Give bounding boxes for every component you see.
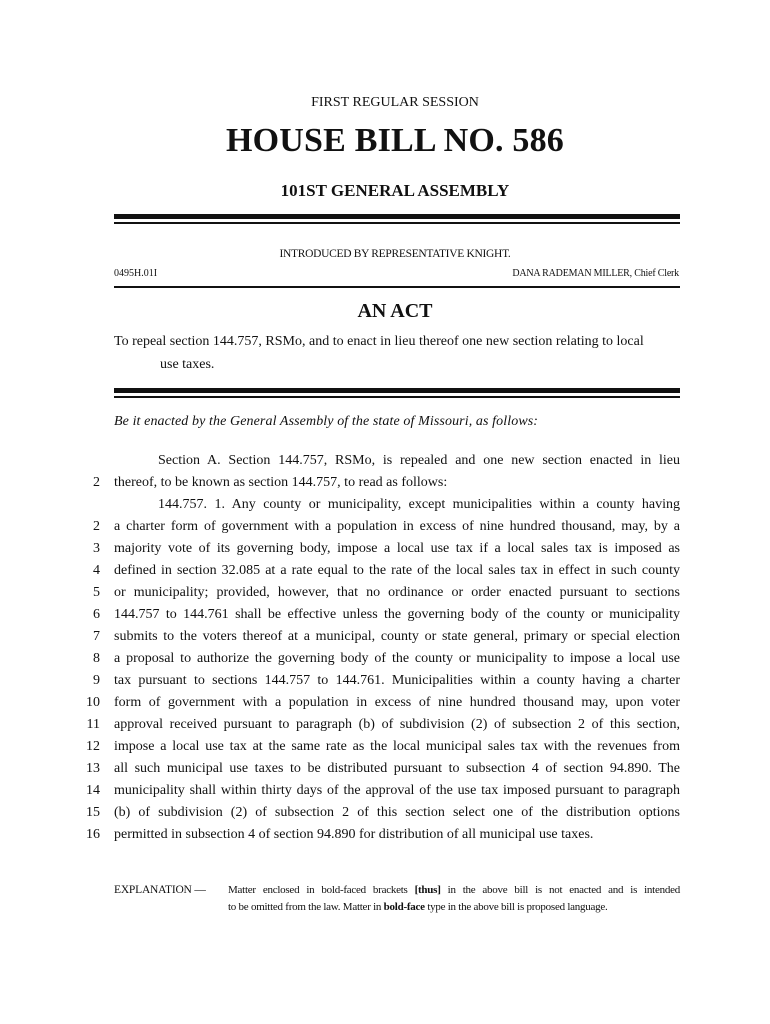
- section-line: approval received pursuant to paragraph (b) of subdivision (2) of subsection 2 of this section,: [114, 717, 680, 732]
- section-a-line: Section A. Section 144.757, RSMo, is repealed and one new section enacted in lieu: [158, 453, 680, 468]
- explanation-text: to be omitted from the law. Matter in: [228, 901, 384, 913]
- header-rule-thin: [114, 222, 680, 224]
- section-line: tax pursuant to sections 144.757 to 144.761. Municipalities within a county having a charter: [114, 673, 680, 688]
- explanation-bold-example: bold-face: [383, 901, 425, 913]
- section-line: a proposal to authorize the governing body of the county or municipality to impose a local use: [114, 651, 680, 666]
- line-number: 3: [93, 541, 100, 556]
- line-number: 9: [93, 673, 100, 688]
- explanation-label: EXPLANATION —: [114, 884, 206, 896]
- line-number: 2: [93, 475, 100, 490]
- explanation-line-1: [228, 884, 680, 896]
- line-number: 5: [93, 585, 100, 600]
- explanation-line-2: [228, 901, 680, 913]
- section-line: (b) of subdivision (2) of subsection 2 of this section select one of the distribution options: [114, 805, 680, 820]
- section-line: 144.757 to 144.761 shall be effective unless the governing body of the county or municipality: [114, 607, 680, 622]
- explanation-text: Matter enclosed in bold-faced brackets: [228, 884, 415, 896]
- line-number: 15: [86, 805, 100, 820]
- act-heading: AN ACT: [357, 300, 433, 322]
- explanation-bracket-example: [thus]: [414, 884, 441, 896]
- section-line: form of government with a population in excess of nine hundred thousand may, upon voter: [114, 695, 680, 710]
- act-title-line-2: use taxes.: [160, 357, 215, 372]
- section-line: permitted in subsection 4 of section 94.890 for distribution of all municipal use taxes.: [114, 827, 594, 842]
- line-number: 13: [86, 761, 100, 776]
- section-line: or municipality; provided, however, that no ordinance or order enacted pursuant to sections: [114, 585, 680, 600]
- section-line: a charter form of government with a population in excess of nine hundred thousand, may, by a: [114, 519, 680, 534]
- line-number: 10: [86, 695, 100, 710]
- line-number: 4: [93, 563, 100, 578]
- line-number: 14: [86, 783, 100, 798]
- line-number: 7: [93, 629, 100, 644]
- section-a-line: thereof, to be known as section 144.757, to read as follows:: [114, 475, 448, 490]
- section-line: submits to the voters thereof at a municipal, county or state general, primary or special election: [114, 629, 680, 644]
- line-number: 16: [86, 827, 100, 842]
- header-rule-thick: [114, 214, 680, 219]
- enacting-clause: Be it enacted by the General Assembly of the state of Missouri, as follows:: [114, 414, 539, 429]
- act-title-line-1: To repeal section 144.757, RSMo, and to enact in lieu thereof one new section relating to local: [114, 334, 644, 349]
- line-number: 12: [86, 739, 100, 754]
- section-line: 144.757. 1. Any county or municipality, except municipalities within a county having: [158, 497, 680, 512]
- title-rule-thin: [114, 396, 680, 398]
- line-number: 6: [93, 607, 100, 622]
- title-rule-thick: [114, 388, 680, 393]
- introduced-by: INTRODUCED BY REPRESENTATIVE KNIGHT.: [279, 248, 511, 260]
- session-label: FIRST REGULAR SESSION: [311, 95, 479, 110]
- line-number: 2: [93, 519, 100, 534]
- meta-rule: [114, 286, 680, 288]
- explanation-text: type in the above bill is proposed language.: [424, 901, 608, 913]
- explanation-text: in the above bill is not enacted and is intended: [440, 884, 680, 896]
- document-code: 0495H.01I: [114, 268, 158, 279]
- line-number: 8: [93, 651, 100, 666]
- section-line: all such municipal use taxes to be distributed pursuant to subsection 4 of section 94.890. The: [114, 761, 680, 776]
- section-line: impose a local use tax at the same rate as the local municipal sales tax with the revenues from: [114, 739, 680, 754]
- section-line: defined in section 32.085 at a rate equal to the rate of the local sales tax in effect in such county: [114, 563, 680, 578]
- general-assembly: 101ST GENERAL ASSEMBLY: [280, 181, 510, 200]
- section-line: municipality shall within thirty days of the approval of the use tax imposed pursuant to paragraph: [114, 783, 680, 798]
- bill-number: HOUSE BILL NO. 586: [225, 122, 565, 159]
- line-number: 11: [86, 717, 100, 732]
- chief-clerk: DANA RADEMAN MILLER, Chief Clerk: [512, 268, 679, 279]
- section-line: majority vote of its governing body, impose a local use tax if a local sales tax is imposed as: [114, 541, 680, 556]
